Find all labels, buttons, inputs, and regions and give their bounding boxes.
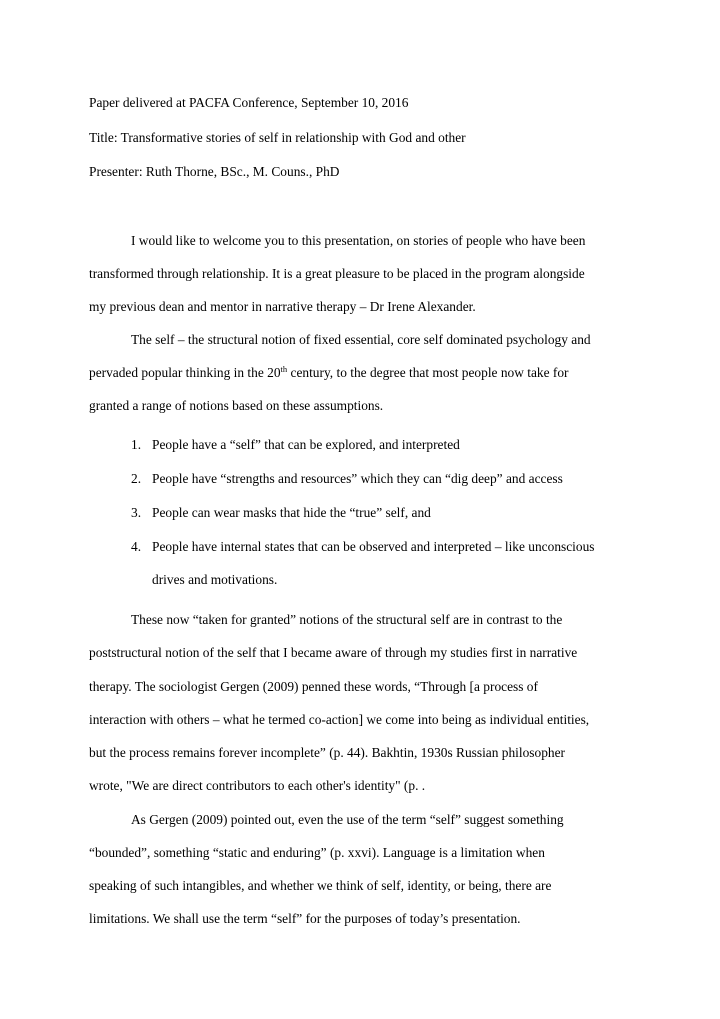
paragraph-4-line-4: limitations. We shall use the term “self” for the purposes of today’s presentation. xyxy=(89,911,521,926)
paragraph-2-line-2-after: century, to the degree that most people now take for xyxy=(287,365,569,380)
paragraph-3-line-3: therapy. The sociologist Gergen (2009) penned these words, “Through [a process of xyxy=(89,679,538,694)
paragraph-3-line-6: wrote, "We are direct contributors to each other's identity" (p. . xyxy=(89,778,426,793)
paragraph-4-line-3: speaking of such intangibles, and whether we think of self, identity, or being, there are xyxy=(89,878,552,893)
list-number: 1. xyxy=(131,437,142,452)
paragraph-1-line-1: I would like to welcome you to this presentation, on stories of people who have been xyxy=(131,233,586,248)
list-item-text: People have internal states that can be observed and interpreted – like unconscious xyxy=(152,539,595,554)
list-number: 4. xyxy=(131,539,142,554)
paragraph-2-line-2 xyxy=(89,365,569,381)
list-item-text: People have a “self” that can be explored, and interpreted xyxy=(152,437,460,452)
list-number: 2. xyxy=(131,471,142,486)
list-item-text: People have “strengths and resources” which they can “dig deep” and access xyxy=(152,471,563,486)
title-line: Title: Transformative stories of self in relationship with God and other xyxy=(89,130,466,145)
presenter-line: Presenter: Ruth Thorne, BSc., M. Couns., PhD xyxy=(89,164,340,179)
paragraph-4-line-2: “bounded”, something “static and enduring” (p. xxvi). Language is a limitation when xyxy=(89,845,545,860)
paragraph-2-line-3: granted a range of notions based on these assumptions. xyxy=(89,398,384,413)
conference-line: Paper delivered at PACFA Conference, September 10, 2016 xyxy=(89,95,409,110)
list-number: 3. xyxy=(131,505,142,520)
list-item-text: People can wear masks that hide the “true” self, and xyxy=(152,505,431,520)
paragraph-2-line-1: The self – the structural notion of fixed essential, core self dominated psychology and xyxy=(131,332,591,347)
paragraph-3-line-5: but the process remains forever incomplete” (p. 44). Bakhtin, 1930s Russian philosopher xyxy=(89,745,566,760)
superscript-th: th xyxy=(280,364,288,374)
paragraph-3-line-1: These now “taken for granted” notions of the structural self are in contrast to the xyxy=(131,612,563,627)
paragraph-4-line-1: As Gergen (2009) pointed out, even the use of the term “self” suggest something xyxy=(131,812,564,827)
list-item-continuation: drives and motivations. xyxy=(152,572,278,587)
paragraph-3-line-4: interaction with others – what he termed co-action] we come into being as individual entities, xyxy=(89,712,590,727)
paragraph-3-line-2: poststructural notion of the self that I became aware of through my studies first in narrative xyxy=(89,645,578,660)
paragraph-1-line-3: my previous dean and mentor in narrative therapy – Dr Irene Alexander. xyxy=(89,299,476,314)
paragraph-1-line-2: transformed through relationship. It is a great pleasure to be placed in the program alongside xyxy=(89,266,585,281)
paragraph-2-line-2-before: pervaded popular thinking in the 20 xyxy=(89,365,281,380)
